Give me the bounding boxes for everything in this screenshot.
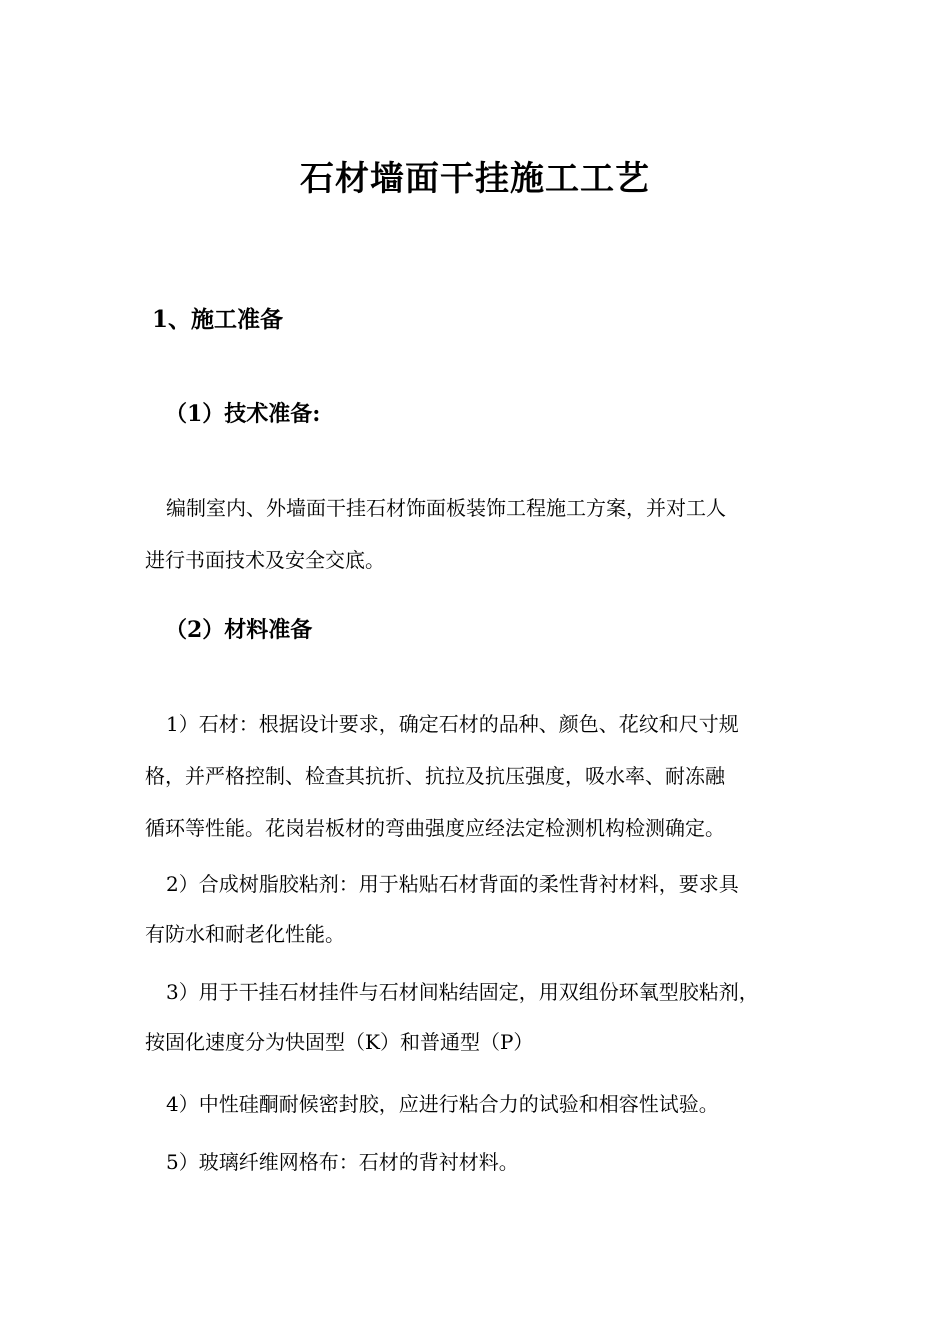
subsection-heading-material-prep: （2）材料准备 xyxy=(165,617,313,643)
subsection-heading-technical-prep: （1）技术准备: xyxy=(165,401,321,427)
section-heading-construction-prep: 1、施工准备 xyxy=(152,306,284,333)
material-item-1-line-2: 格，并严格控制、检查其抗折、抗拉及抗压强度，吸水率、耐冻融 xyxy=(145,764,725,788)
material-item-4-line-1: 4）中性硅酮耐候密封胶，应进行粘合力的试验和相容性试验。 xyxy=(166,1092,719,1116)
technical-prep-text-line-1: 编制室内、外墙面干挂石材饰面板装饰工程施工方案，并对工人 xyxy=(166,496,726,520)
material-item-2-line-1: 2）合成树脂胶粘剂：用于粘贴石材背面的柔性背衬材料，要求具 xyxy=(166,872,739,896)
material-item-3-line-2: 按固化速度分为快固型（K）和普通型（P） xyxy=(145,1030,534,1054)
material-item-1-line-3: 循环等性能。花岗岩板材的弯曲强度应经法定检测机构检测确定。 xyxy=(145,816,725,840)
material-item-2-line-2: 有防水和耐老化性能。 xyxy=(145,922,345,946)
document-title: 石材墙面干挂施工工艺 xyxy=(300,159,650,199)
technical-prep-text-line-2: 进行书面技术及安全交底。 xyxy=(145,548,385,572)
material-item-1-line-1: 1）石材：根据设计要求，确定石材的品种、颜色、花纹和尺寸规 xyxy=(166,712,739,736)
material-item-5-line-1: 5）玻璃纤维网格布：石材的背衬材料。 xyxy=(166,1150,519,1174)
material-item-3-line-1: 3）用于干挂石材挂件与石材间粘结固定，用双组份环氧型胶粘剂， xyxy=(166,980,759,1004)
